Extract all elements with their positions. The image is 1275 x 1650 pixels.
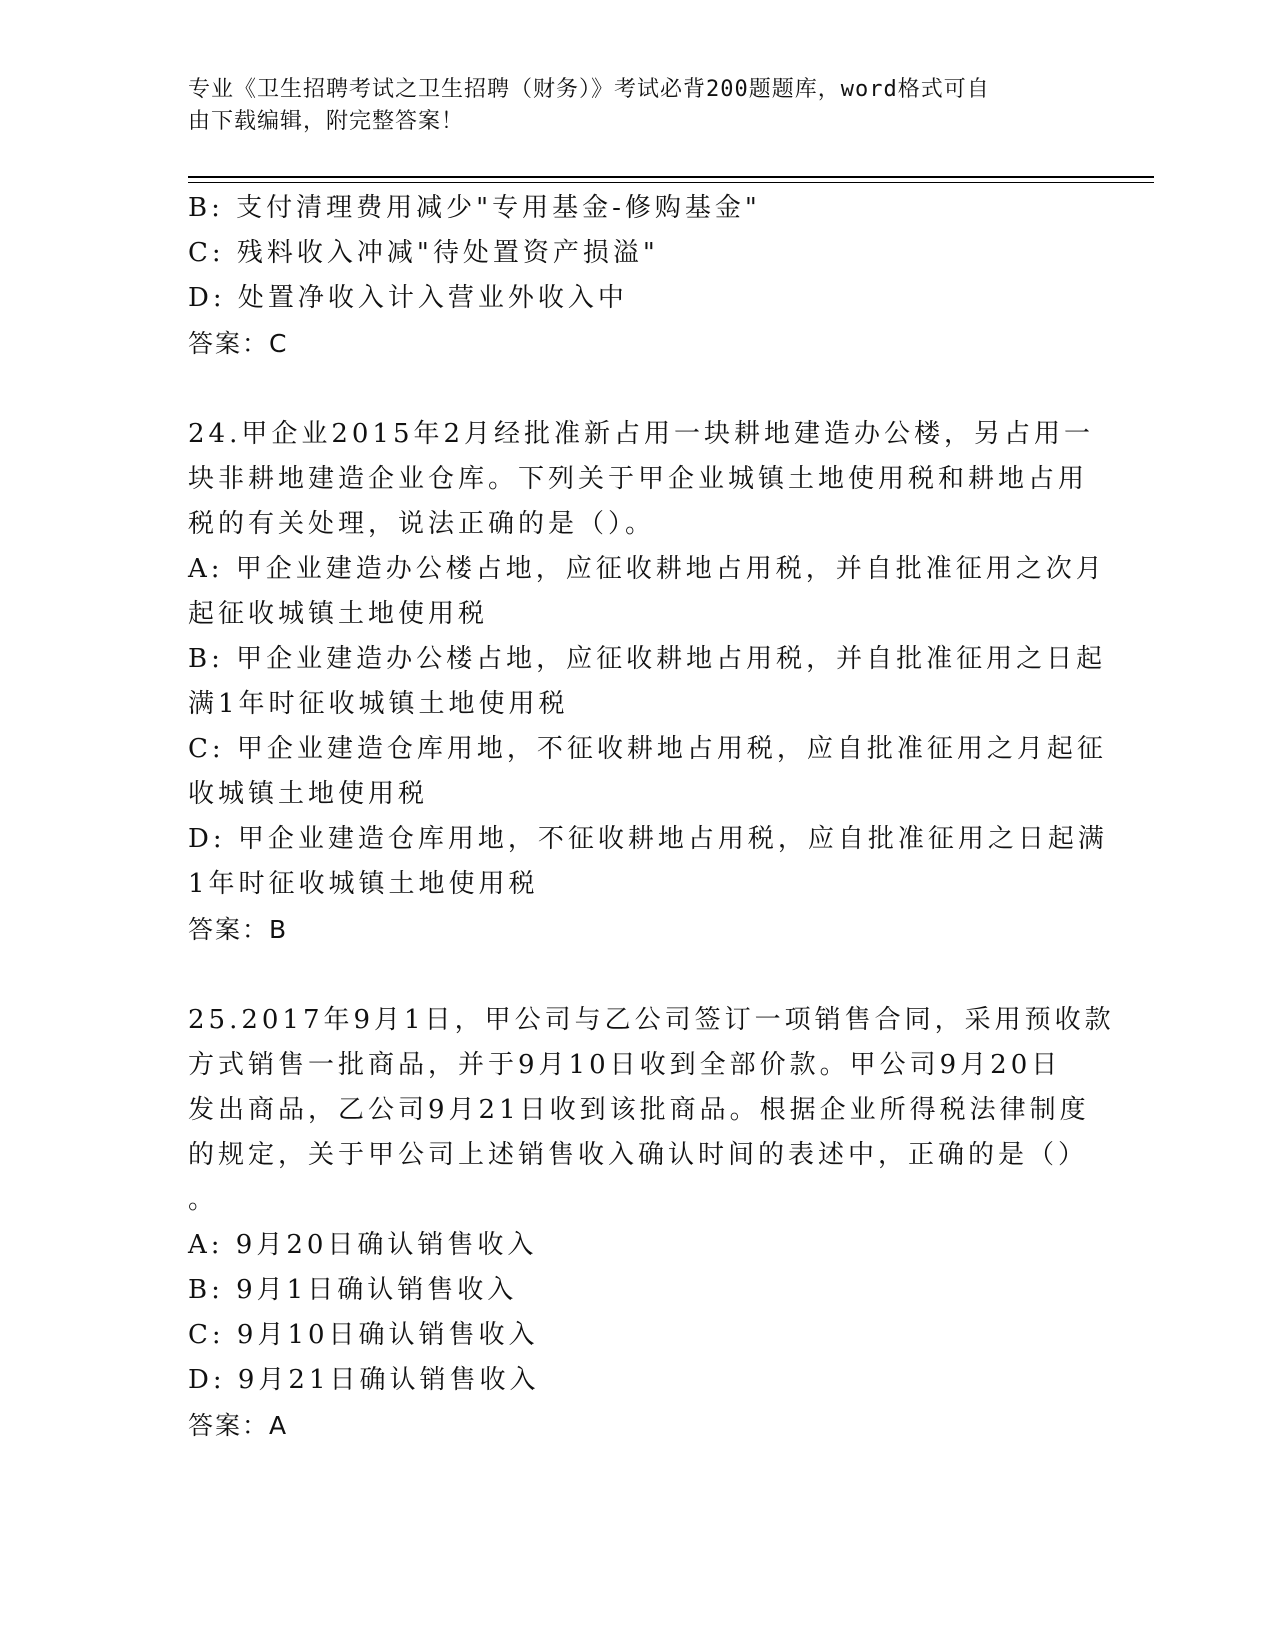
option-d-cont: 1年时征收城镇土地使用税 [188,869,539,899]
question-stem-line: 的规定，关于甲公司上述销售收入确认时间的表述中，正确的是（） [188,1140,1089,1170]
option-a-cont: 起征收城镇土地使用税 [188,599,489,629]
answer: 答案：B [188,915,289,944]
question-stem-line: 24.甲企业2015年2月经批准新占用一块耕地建造办公楼，另占用一 [188,419,1095,449]
option-c: C: 9月10日确认销售收入 [188,1320,539,1350]
question-stem-line: 发出商品，乙公司9月21日收到该批商品。根据企业所得税法律制度 [188,1095,1090,1125]
question-stem-line: 方式销售一批商品，并于9月10日收到全部价款。甲公司9月20日 [188,1050,1062,1080]
question-stem-line: 税的有关处理，说法正确的是（）。 [188,509,656,539]
document-body [188,186,1115,1448]
option-c-cont: 收城镇土地使用税 [188,779,429,809]
option-b: B: 9月1日确认销售收入 [188,1275,518,1305]
answer: 答案：C [188,329,289,358]
header-line-1: 专业《卫生招聘考试之卫生招聘（财务）》考试必背200题题库，word格式可自 [188,77,990,102]
option-a: A: 甲企业建造办公楼占地，应征收耕地占用税，并自批准征用之次月 [188,554,1106,584]
question-24 [188,412,1108,952]
header-line-2: 由下载编辑，附完整答案！ [188,109,465,134]
document-header [188,74,1068,138]
option-a: A: 9月20日确认销售收入 [188,1230,538,1260]
option-c: C: 残料收入冲减"待处置资产损溢" [188,238,659,268]
option-b: B: 甲企业建造办公楼占地，应征收耕地占用税，并自批准征用之日起 [188,644,1107,674]
question-stem-line: 块非耕地建造企业仓库。下列关于甲企业城镇土地使用税和耕地占用 [188,464,1089,494]
option-b-cont: 满1年时征收城镇土地使用税 [188,689,569,719]
previous-question-tail [188,186,1088,366]
answer: 答案：A [188,1411,289,1440]
header-divider-thin [188,182,1154,183]
option-b: B: 支付清理费用减少"专用基金-修购基金" [188,193,761,223]
option-d: D: 9月21日确认销售收入 [188,1365,540,1395]
option-d: D: 处置净收入计入营业外收入中 [188,283,628,313]
option-d: D: 甲企业建造仓库用地，不征收耕地占用税，应自批准征用之日起满 [188,824,1108,854]
question-stem-line: 25.2017年9月1日，甲公司与乙公司签订一项销售合同，采用预收款 [188,1005,1115,1035]
question-stem-line: 。 [188,1185,219,1215]
question-25 [188,998,1115,1448]
option-c: C: 甲企业建造仓库用地，不征收耕地占用税，应自批准征用之月起征 [188,734,1107,764]
header-divider-thick [188,176,1154,178]
